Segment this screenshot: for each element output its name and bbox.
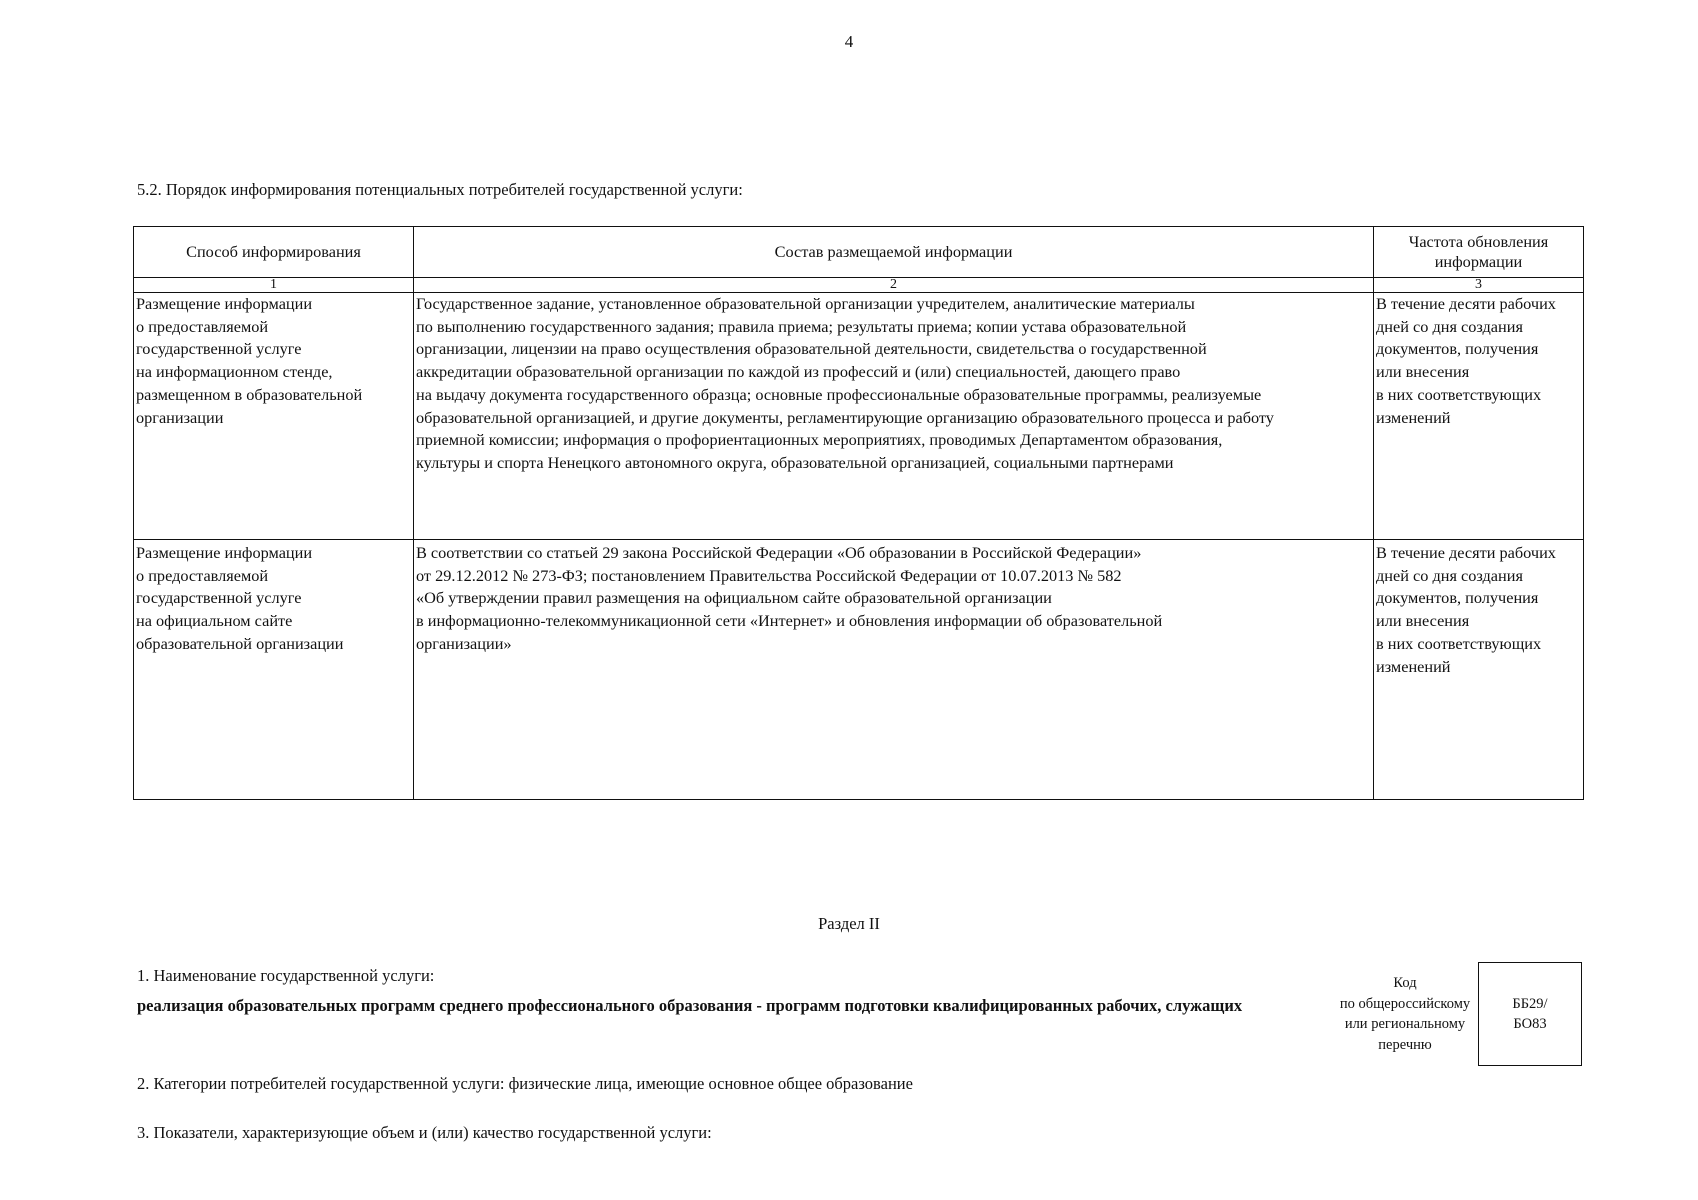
content-cell bbox=[414, 540, 1374, 800]
cell-line: дней со дня создания bbox=[1376, 565, 1523, 585]
cell-line: Размещение информации bbox=[136, 294, 313, 313]
cell-line: на информационном стенде, bbox=[136, 362, 333, 382]
table-header-row bbox=[134, 227, 1584, 278]
cell-line: от 29.12.2012 № 273-ФЗ; постановлением Правительства Российской Федерации от 10.07.2013 № 582 bbox=[416, 565, 1122, 585]
cell-line: организации» bbox=[416, 633, 512, 653]
service-code-line: ББ29/ bbox=[1512, 996, 1548, 1012]
cell-line: Размещение информации bbox=[136, 543, 313, 562]
table-row bbox=[134, 293, 1584, 540]
cell-line: на официальном сайте bbox=[136, 611, 293, 631]
column-number: 1 bbox=[134, 278, 414, 293]
cell-line: размещенном в образовательной bbox=[136, 384, 363, 404]
code-label bbox=[1310, 973, 1500, 1055]
cell-line: дней со дня создания bbox=[1376, 316, 1523, 336]
column-number: 2 bbox=[414, 278, 1374, 293]
section-2-title: Раздел II bbox=[818, 914, 880, 933]
frequency-cell bbox=[1374, 293, 1584, 540]
cell-line: организации bbox=[136, 407, 224, 427]
cell-line: или внесения bbox=[1376, 611, 1470, 631]
cell-line: образовательной организацией, и другие документы, регламентирующие организацию образовательного процесса и работу bbox=[416, 407, 1274, 427]
cell-line: «Об утверждении правил размещения на официальном сайте образовательной организации bbox=[416, 588, 1052, 608]
cell-line: о предоставляемой bbox=[136, 316, 269, 336]
informing-table bbox=[133, 226, 1584, 800]
indicators-heading: 3. Показатели, характеризующие объем и (или) качество государственной услуги: bbox=[137, 1123, 712, 1142]
service-name-label: 1. Наименование государственной услуги: bbox=[137, 966, 435, 985]
cell-line: изменений bbox=[1376, 656, 1451, 676]
cell-line: В течение десяти рабочих bbox=[1376, 294, 1556, 313]
consumer-category: 2. Категории потребителей государственной услуги: физические лица, имеющие основное общее образование bbox=[137, 1074, 913, 1093]
code-label-line: перечню bbox=[1378, 1036, 1432, 1053]
cell-line: приемной комиссии; информация о профориентационных мероприятиях, проводимых Департаментом образования, bbox=[416, 430, 1223, 450]
cell-line: в информационно-телекоммуникационной сети «Интернет» и обновления информации об образовательной bbox=[416, 611, 1163, 631]
code-label-line: Код bbox=[1393, 975, 1417, 991]
frequency-cell bbox=[1374, 540, 1584, 800]
cell-line: или внесения bbox=[1376, 362, 1470, 382]
column-number-row bbox=[134, 278, 1584, 293]
cell-line: о предоставляемой bbox=[136, 565, 269, 585]
content-cell bbox=[414, 293, 1374, 540]
column-header-content: Состав размещаемой информации bbox=[414, 227, 1374, 278]
cell-line: в них соответствующих bbox=[1376, 384, 1542, 404]
section-5-2-heading: 5.2. Порядок информирования потенциальных потребителей государственной услуги: bbox=[137, 180, 743, 199]
cell-line: Государственное задание, установленное образовательной организации учредителем, аналитические материалы bbox=[416, 294, 1195, 313]
table-row bbox=[134, 540, 1584, 800]
cell-line: изменений bbox=[1376, 407, 1451, 427]
code-label-line: или региональному bbox=[1344, 1016, 1466, 1032]
cell-line: образовательной организации bbox=[136, 633, 344, 653]
cell-line: аккредитации образовательной организации по каждой из профессий и (или) специальностей, дающего право bbox=[416, 362, 1181, 382]
cell-line: организации, лицензии на право осуществления образовательной деятельности, свидетельства о государственной bbox=[416, 339, 1207, 359]
cell-line: по выполнению государственного задания; правила приема; результаты приема; копии устава образовательной bbox=[416, 316, 1187, 336]
cell-line: государственной услуге bbox=[136, 588, 302, 608]
cell-line: культуры и спорта Ненецкого автономного округа, образовательной организацией, социальными партнерами bbox=[416, 452, 1174, 472]
cell-line: документов, получения bbox=[1376, 588, 1539, 608]
service-name: реализация образовательных программ среднего профессионального образования - программ подготовки квалифицированных рабочих, служащих bbox=[137, 996, 1243, 1015]
column-number: 3 bbox=[1374, 278, 1584, 293]
service-code-line: БО83 bbox=[1513, 1016, 1547, 1032]
cell-line: на выдачу документа государственного образца; основные профессиональные образовательные программы, реализуемые bbox=[416, 384, 1262, 404]
method-cell bbox=[134, 540, 414, 800]
cell-line: В соответствии со статьей 29 закона Российской Федерации «Об образовании в Российской Федерации» bbox=[416, 543, 1142, 562]
page-number: 4 bbox=[844, 32, 854, 51]
column-header-method: Способ информирования bbox=[134, 227, 414, 278]
cell-line: государственной услуге bbox=[136, 339, 302, 359]
cell-line: В течение десяти рабочих bbox=[1376, 543, 1556, 562]
service-code-box bbox=[1478, 962, 1582, 1066]
cell-line: в них соответствующих bbox=[1376, 633, 1542, 653]
cell-line: документов, получения bbox=[1376, 339, 1539, 359]
column-header-frequency: Частота обновления информации bbox=[1374, 227, 1584, 278]
code-label-line: по общероссийскому bbox=[1339, 995, 1471, 1012]
method-cell bbox=[134, 293, 414, 540]
